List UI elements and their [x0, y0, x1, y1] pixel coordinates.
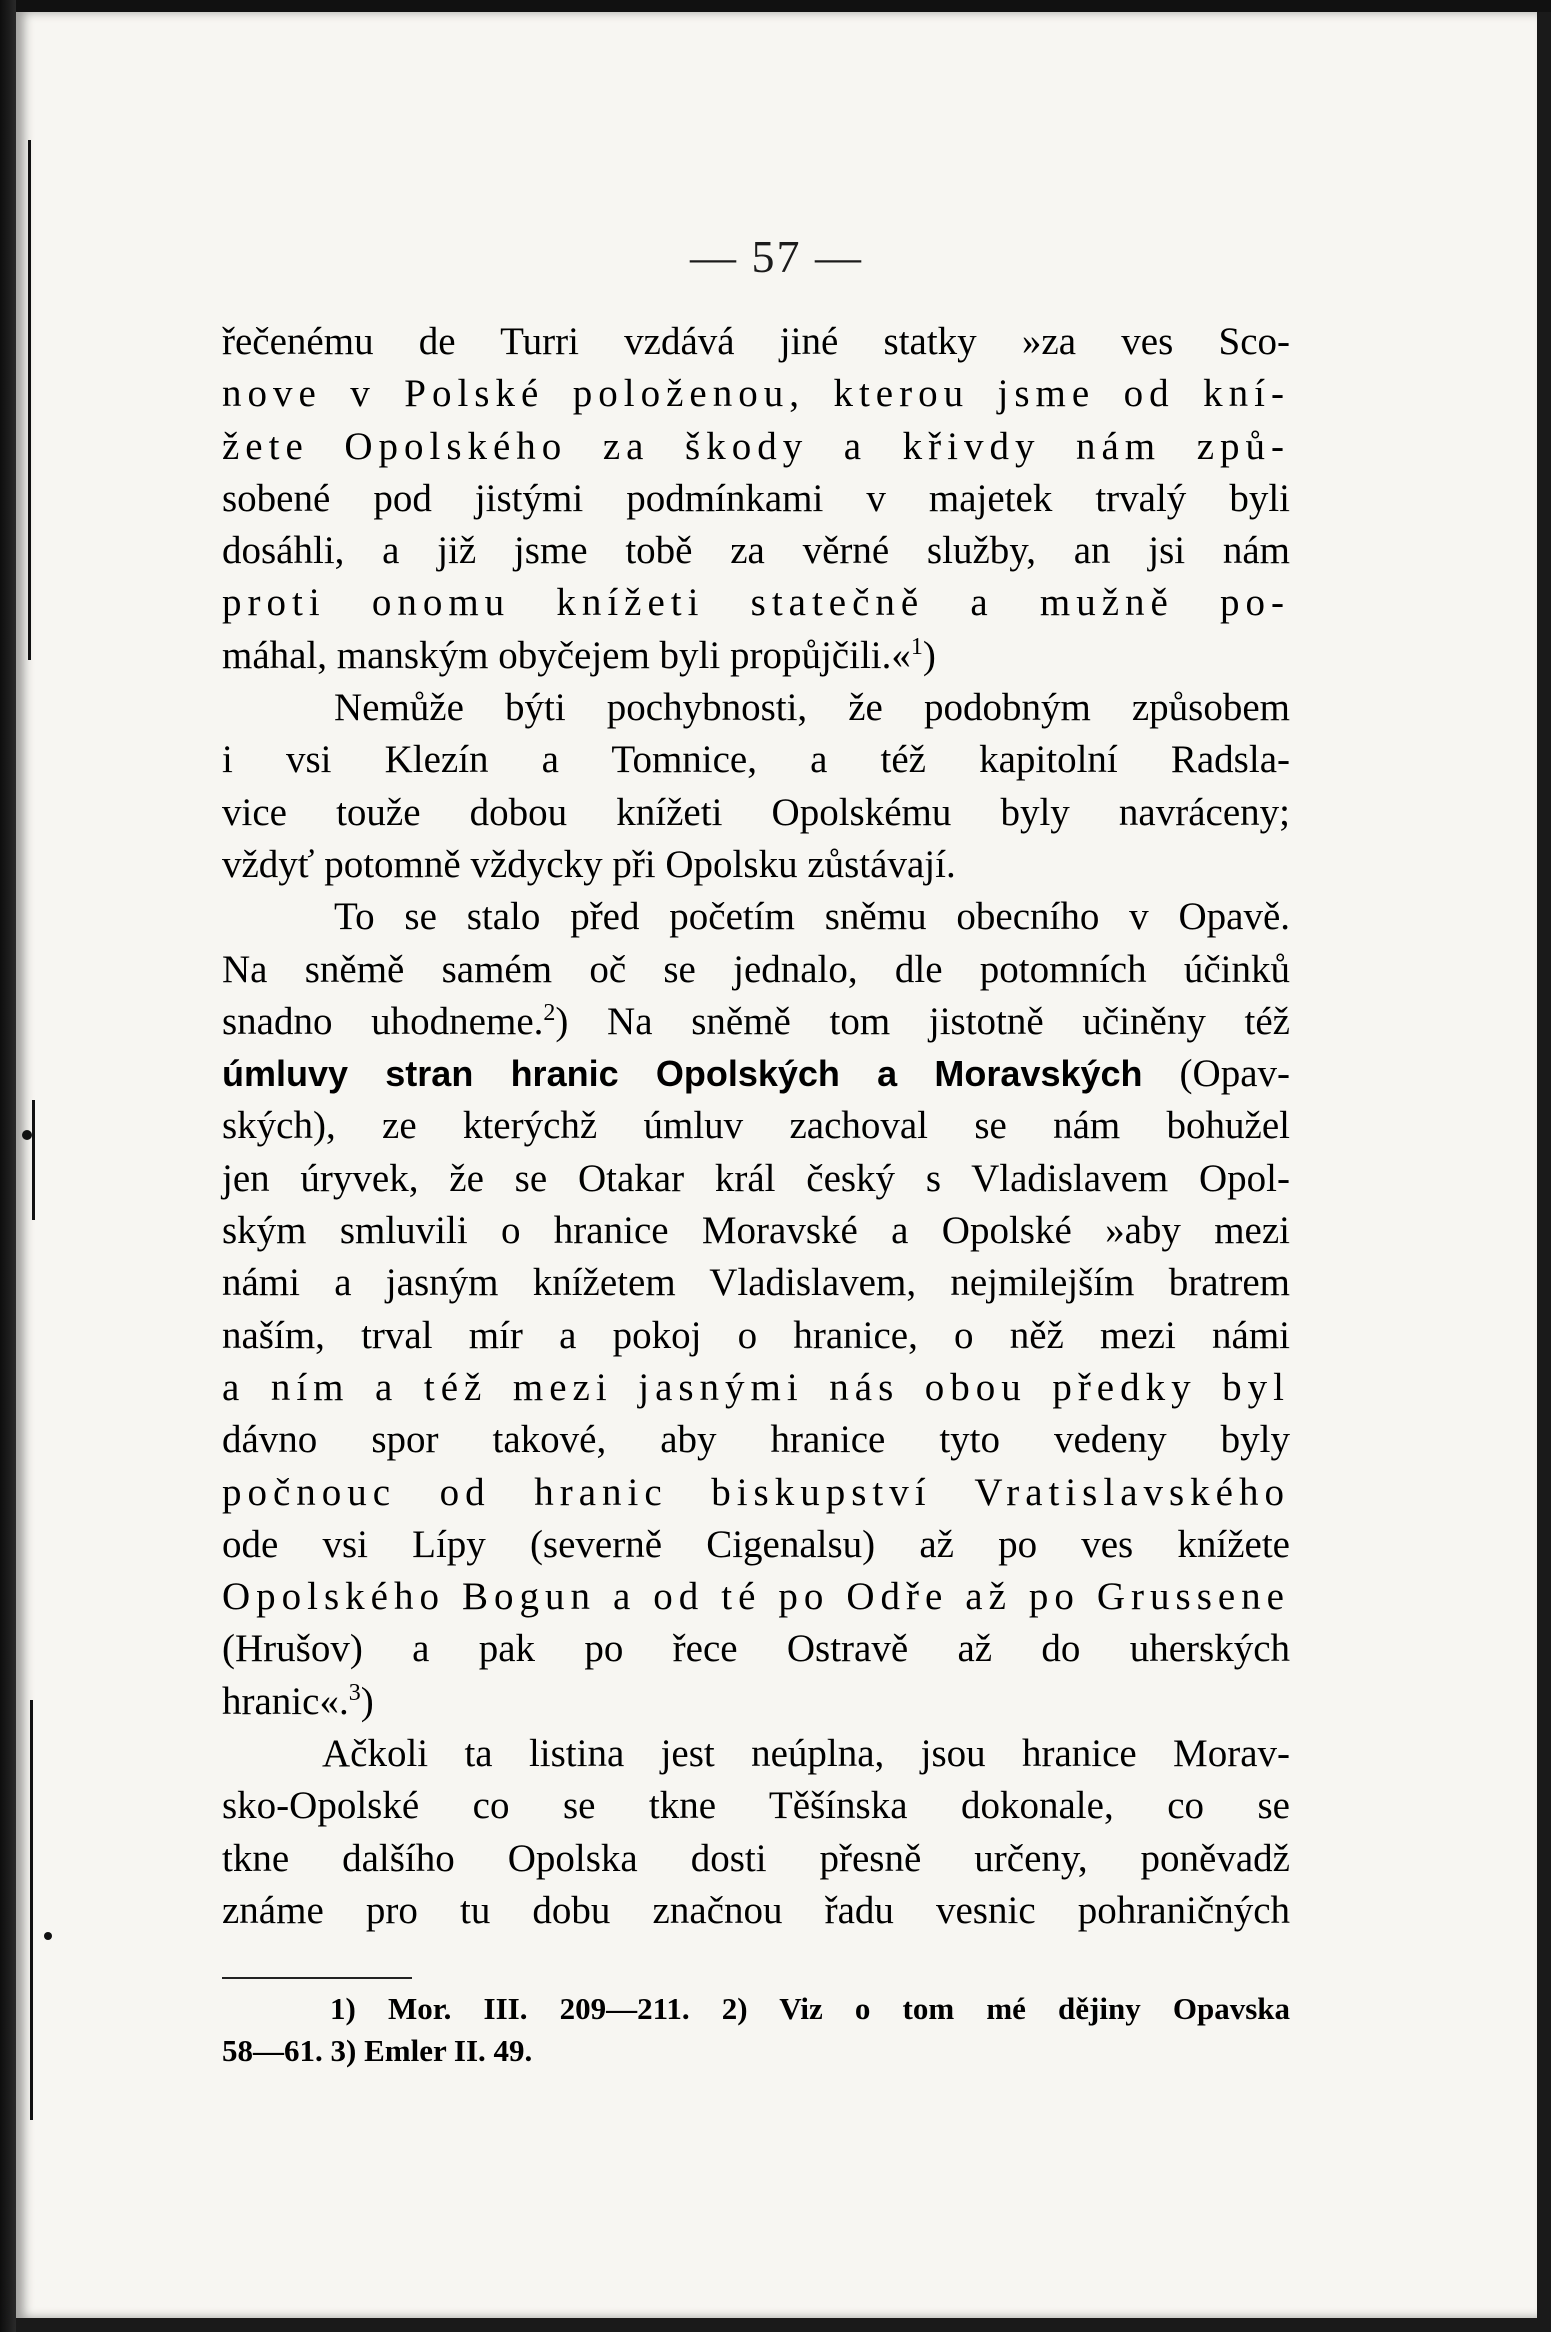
text-line: Ačkoli ta listina jest neúplna, jsou hranice Morav- [322, 1732, 1290, 1776]
text-line: naším, trval mír a pokoj o hranice, o něž mezi námi [222, 1313, 1290, 1357]
text-line: jen úryvek, že se Otakar král český s Vladislavem Opol- [222, 1156, 1290, 1200]
text-line: nove v Polské položenou, kterou jsme od kní- [222, 372, 1290, 416]
footnote-divider [222, 1977, 412, 1979]
text-line: hranic«.$^3$) [222, 1679, 374, 1723]
text-line: ských), ze kterýchž úmluv zachoval se nám bohužel [222, 1104, 1290, 1148]
text-line: dosáhli, a již jsme tobě za věrné služby, an jsi nám [222, 529, 1290, 573]
text-line: tkne dalšího Opolska dosti přesně určeny, poněvadž [222, 1836, 1290, 1880]
text-fragment: (Opav- [1179, 1052, 1290, 1096]
text-line: řečenému de Turri vzdává jiné statky »za ves Sco- [222, 320, 1290, 363]
text-line: ským smluvili o hranice Moravské a Opolské »aby mezi [222, 1209, 1290, 1253]
emphasized-text: úmluvy stran hranic Opolských a Moravských [222, 1053, 1143, 1095]
footnote-ref: 2 [543, 999, 556, 1026]
scan-top-edge [0, 0, 1551, 12]
footnote-ref: 1 [910, 633, 923, 660]
footnote-text: Mor. III. 209—211. [387, 1991, 690, 2026]
footnotes [222, 1988, 1291, 2072]
text-line: žete Opolského za škody a křivdy nám způ- [222, 424, 1290, 468]
footnote-marker: 3) [330, 2033, 357, 2068]
text-line: To se stalo před početím sněmu obecního v Opavě. [334, 895, 1290, 939]
text-line: ode vsi Lípy (severně Cigenalsu) až po ves knížete [222, 1522, 1290, 1566]
text-line: známe pro tu dobu značnou řadu vesnic pohraničných [222, 1888, 1290, 1932]
text-line: vždyť potomně vždycky při Opolsku zůstávají. [222, 842, 956, 886]
text-line [222, 1048, 1290, 1100]
text-line: Nemůže býti pochybnosti, že podobným způsobem [334, 686, 1290, 730]
text-line: vice touže dobou knížeti Opolskému byly navráceny; [222, 790, 1290, 834]
footnote-marker: 1) [330, 1991, 356, 2026]
footnote-ref: 3 [348, 1679, 361, 1706]
text-fragment: Na sněmě tom jistotně učiněny též [607, 999, 1290, 1043]
text-line: a ním a též mezi jasnými nás obou předky byl [222, 1365, 1290, 1409]
text-line: sko-Opolské co se tkne Těšínska dokonale, co se [222, 1784, 1290, 1828]
text-line: Na sněmě samém oč se jednalo, dle potomních účinků [222, 947, 1290, 991]
footnote-text: 58—61. [222, 2033, 323, 2068]
binding-mark [22, 1130, 32, 1140]
binding-mark [30, 1700, 33, 2120]
binding-mark [28, 140, 31, 660]
binding-mark [32, 1100, 35, 1220]
footnote-line [330, 1988, 1290, 2030]
text-fragment: snadno uhodneme. [222, 999, 544, 1043]
text-fragment: máhal, manským obyčejem byli propůjčili.« [222, 633, 911, 677]
text-line: námi a jasným knížetem Vladislavem, nejmilejším bratrem [222, 1261, 1290, 1305]
text-line: i vsi Klezín a Tomnice, a též kapitolní Radsla- [222, 738, 1290, 782]
scan-left-edge [0, 0, 16, 2332]
footnote-marker: 2) [721, 1991, 748, 2026]
footnote-text: Viz o tom mé dějiny Opavska [779, 1991, 1291, 2026]
text-line: (Hrušov) a pak po řece Ostravě až do uherských [222, 1627, 1290, 1671]
text-line: Opolského Bogun a od té po Odře až po Grussene [222, 1575, 1290, 1619]
text-line: dávno spor takové, aby hranice tyto vedeny byly [222, 1418, 1290, 1462]
footnote-line [222, 2030, 1290, 2072]
text-line: proti onomu knížeti statečně a mužně po- [222, 581, 1290, 625]
footnote-text: Emler II. 49. [364, 2033, 533, 2068]
page-number: — 57 — [690, 231, 863, 282]
text-fragment: hranic«. [222, 1679, 349, 1723]
binding-mark [44, 1932, 52, 1940]
text-line: máhal, manským obyčejem byli propůjčili.«$^1$) [222, 633, 936, 677]
text-line: sobené pod jistými podmínkami v majetek trvalý byli [222, 476, 1290, 520]
text-line: počnouc od hranic biskupství Vratislavského [222, 1470, 1290, 1514]
main-text [222, 316, 1290, 1937]
text-line: snadno uhodneme.$^2$) Na sněmě tom jistotně učiněny též [222, 999, 1290, 1043]
